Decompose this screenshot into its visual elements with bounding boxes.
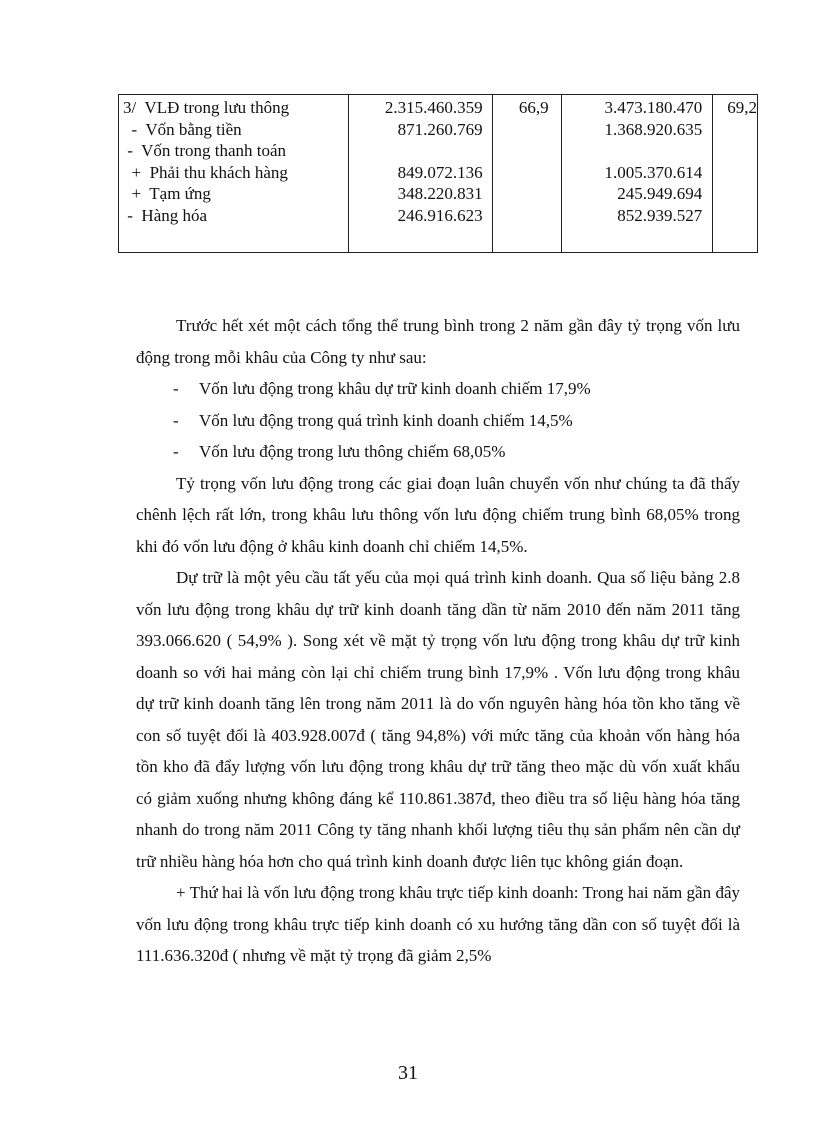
row-label: + Phải thu khách hàng — [123, 162, 288, 182]
value-2010 — [349, 140, 482, 162]
bullet-item — [173, 373, 740, 405]
value-2010: 2.315.460.359 — [384, 98, 483, 117]
value-2011 — [562, 140, 703, 162]
bullet-text: Vốn lưu động trong khâu dự trữ kinh doanh chiếm 17,9% — [199, 379, 591, 398]
row-label: - Hàng hóa — [123, 205, 208, 225]
paragraph-ratio: Tỷ trọng vốn lưu động trong các giai đoạn luân chuyển vốn như chúng ta đã thấy chênh lệch rất lớn, trong khâu lưu thông vốn lưu động chiếm trung bình 68,05% trong khi đó vốn lưu động ở khâu kinh doanh chỉ chiếm 14,5%. — [136, 473, 740, 556]
capital-table — [118, 94, 758, 253]
percent-2011: 69,2 — [727, 98, 757, 117]
page-number: 31 — [398, 1062, 418, 1084]
row-label: - Vốn bằng tiền — [123, 119, 242, 139]
row-label: 3/ VLĐ trong lưu thông — [123, 98, 290, 117]
percent-2010-column — [492, 95, 561, 253]
row-label: - Vốn trong thanh toán — [123, 141, 287, 160]
value-2011: 852.939.527 — [617, 205, 703, 225]
value-2011-column — [561, 95, 713, 253]
value-2010: 246.916.623 — [397, 205, 483, 225]
value-2010-column — [349, 95, 492, 253]
value-2010: 849.072.136 — [397, 162, 483, 182]
table-row — [119, 95, 758, 253]
bullet-text: Vốn lưu động trong lưu thông chiếm 68,05% — [199, 442, 506, 461]
bullet-dash: - — [173, 442, 179, 461]
value-2011: 3.473.180.470 — [604, 98, 703, 117]
label-column — [119, 95, 349, 253]
paragraph-intro: Trước hết xét một cách tổng thể trung bình trong 2 năm gần đây tỷ trọng vốn lưu động trong mỗi khâu của Công ty như sau: — [136, 316, 740, 367]
percent-2011-column — [713, 95, 758, 253]
value-2010: 871.260.769 — [397, 119, 483, 139]
value-2011: 1.005.370.614 — [604, 162, 703, 182]
percent-2010: 66,9 — [518, 98, 549, 117]
paragraph-reserve: Dự trữ là một yêu cầu tất yếu của mọi quá trình kinh doanh. Qua số liệu bảng 2.8 vốn lưu động trong khâu dự trữ kinh doanh tăng dần từ năm 2010 đến năm 2011 tăng 393.066.620 ( 54,9% ). Song xét về mặt tỷ trọng vốn lưu động trong khâu dự trữ kinh doanh so với hai mảng còn lại chỉ chiếm trung bình 17,9% . Vốn lưu động trong khâu dự trữ kinh doanh tăng lên trong năm 2011 là do vốn nguyên hàng hóa tồn kho tăng về con số tuyệt đối là 403.928.007đ ( tăng 94,8%) với mức tăng của khoản vốn hàng hóa tồn kho đã đẩy lượng vốn lưu động trong khâu dự trữ tăng theo mặc dù vốn xuất khẩu có giảm xuống nhưng không đáng kể 110.861.387đ, theo điều tra số liệu hàng hóa tăng nhanh do trong năm 2011 Công ty tăng nhanh khối lượng tiêu thụ sản phẩm nên cần dự trữ nhiều hàng hóa hơn cho quá trình kinh doanh được liên tục không gián đoạn. — [136, 568, 740, 871]
value-2011: 245.949.694 — [617, 184, 703, 203]
bullet-dash: - — [173, 410, 179, 430]
value-2010: 348.220.831 — [397, 184, 483, 203]
bullet-item — [173, 405, 740, 437]
bullet-dash: - — [173, 379, 179, 398]
row-label: + Tạm ứng — [123, 184, 211, 203]
bullet-item — [173, 436, 740, 468]
value-2011: 1.368.920.635 — [604, 119, 703, 139]
body-text — [136, 310, 740, 972]
paragraph-business: + Thứ hai là vốn lưu động trong khâu trực tiếp kinh doanh: Trong hai năm gần đây vốn lưu động trong khâu trực tiếp kinh doanh có xu hướng tăng dần con số tuyệt đối là 111.636.320đ ( nhưng về mặt tỷ trọng đã giảm 2,5% — [136, 883, 740, 965]
bullet-text: Vốn lưu động trong quá trình kinh doanh chiếm 14,5% — [199, 410, 573, 430]
